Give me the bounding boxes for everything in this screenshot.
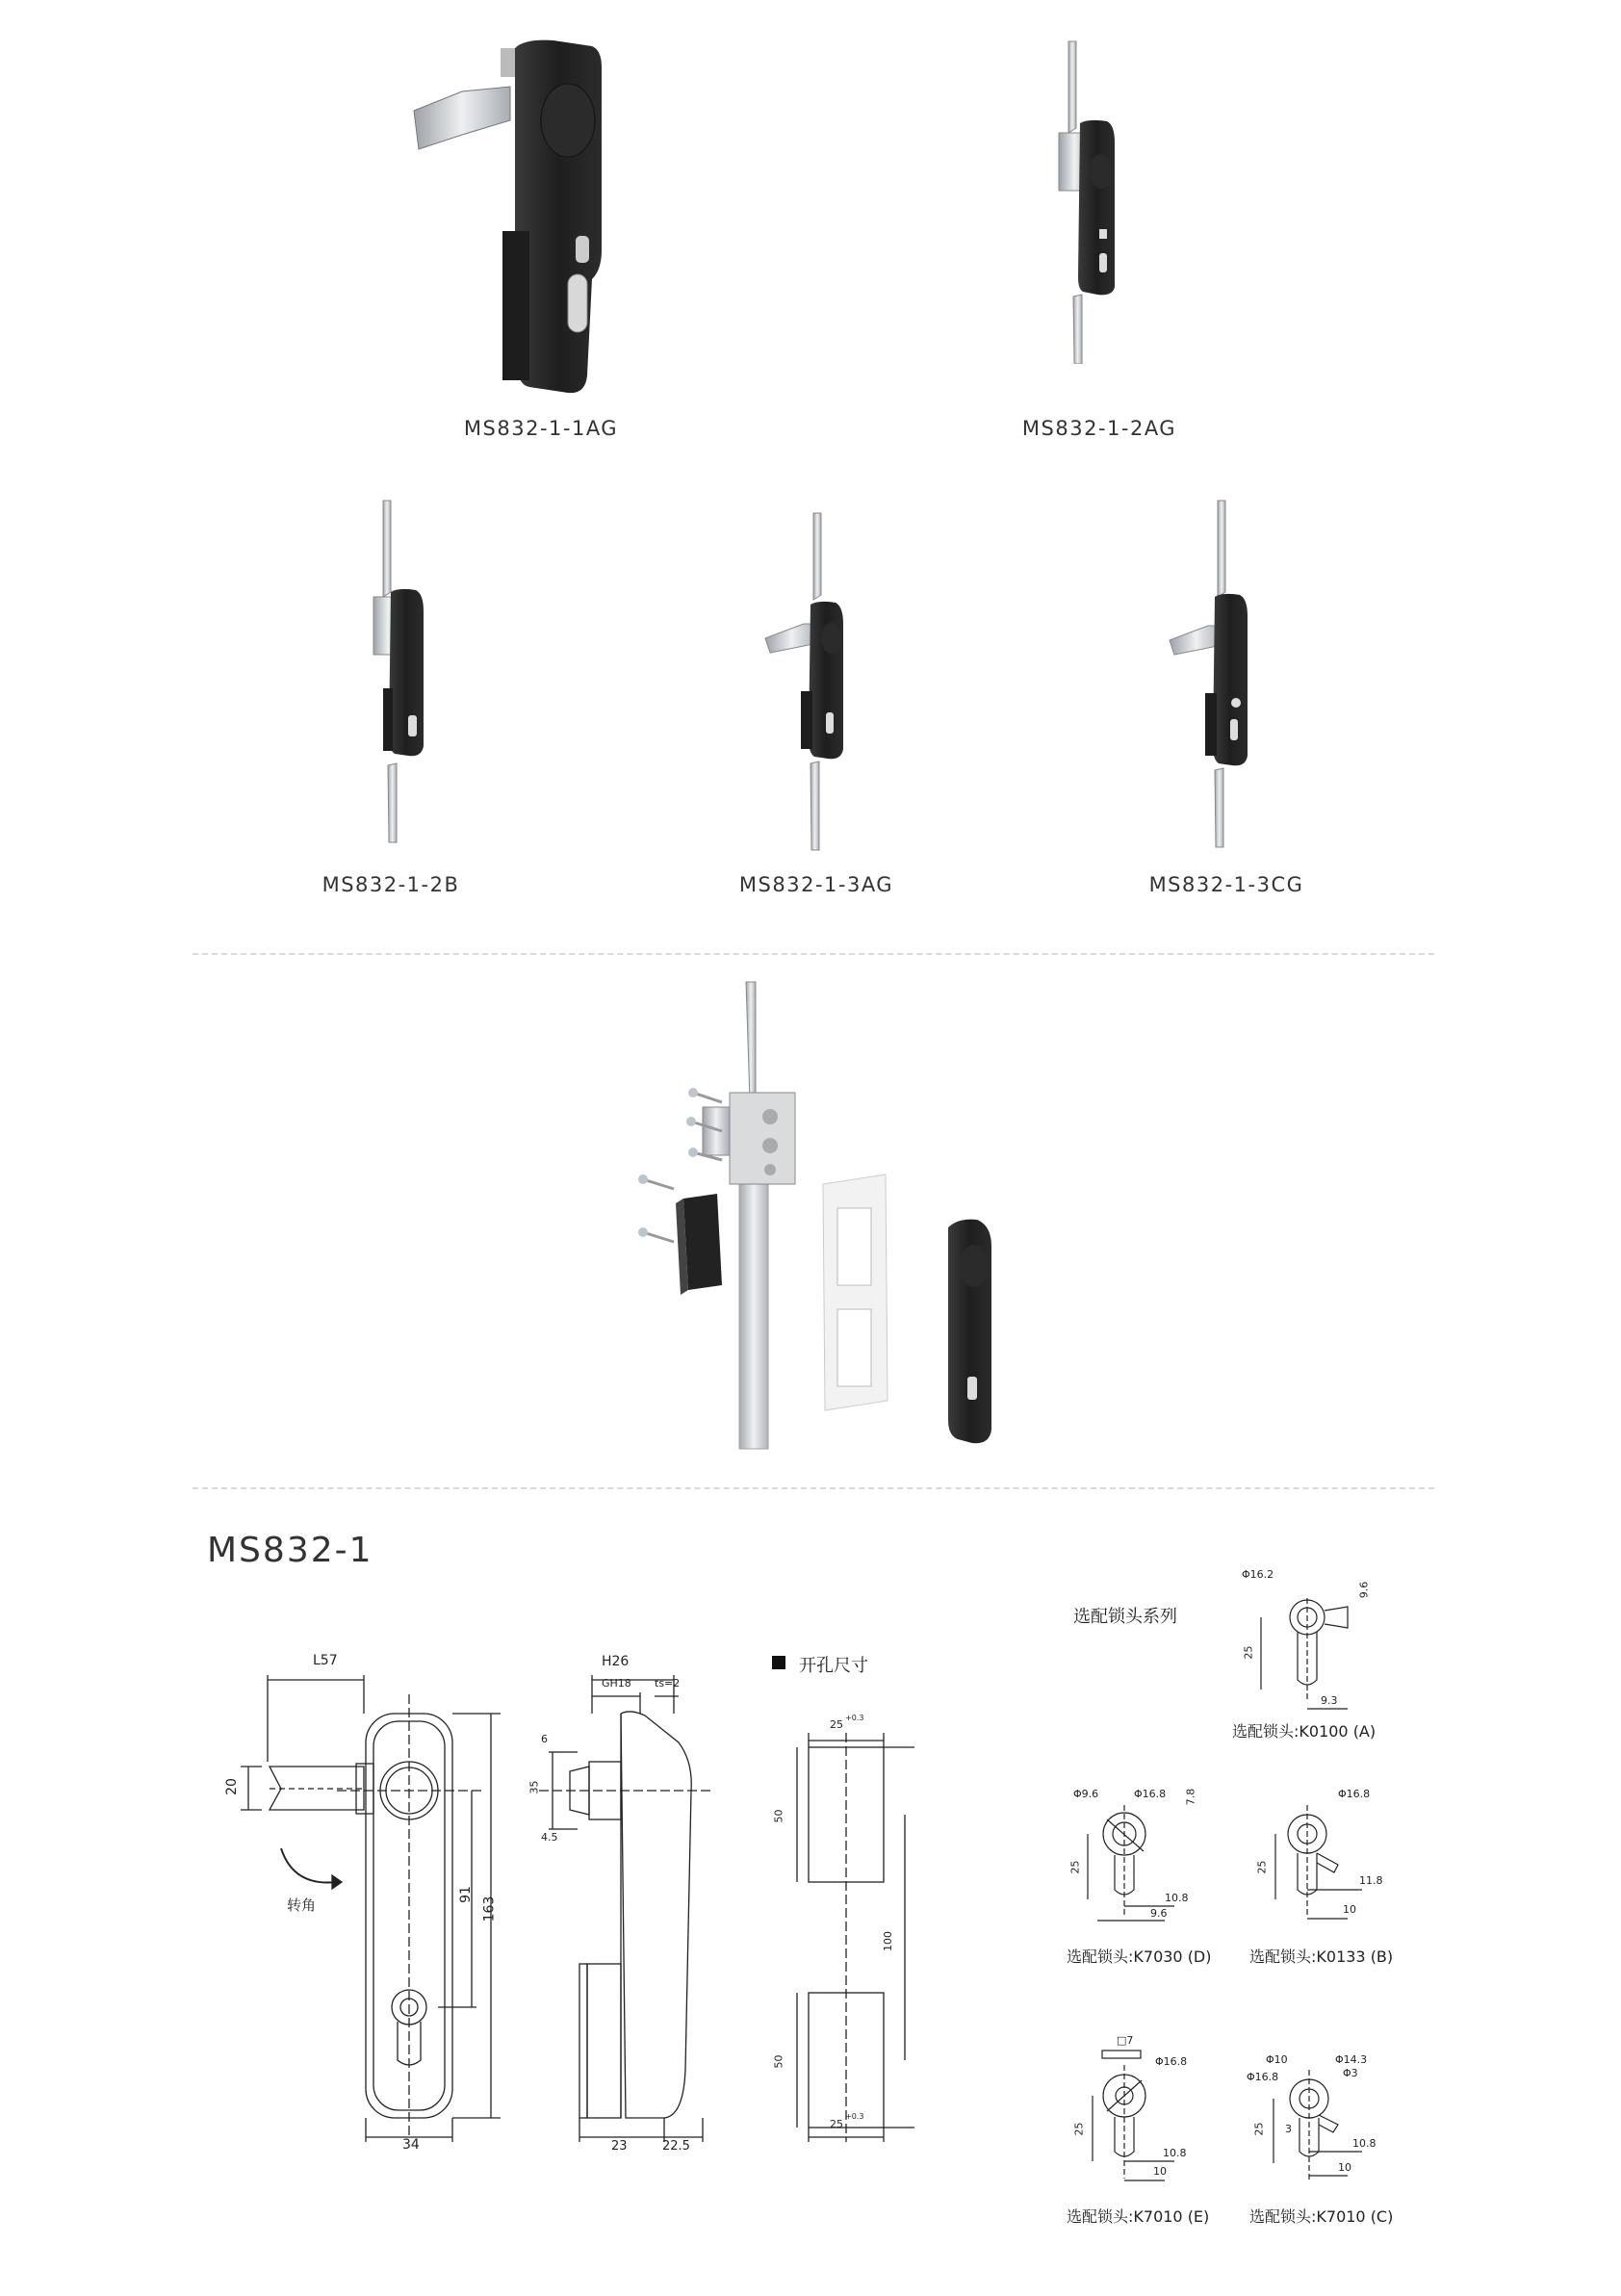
drawing-title: MS832-1 <box>207 1531 373 1570</box>
dim-label: Φ16.8 <box>1134 1788 1167 1800</box>
dim-label: 7.8 <box>1184 1788 1197 1806</box>
dim-label: 25 <box>1068 1860 1082 1874</box>
front-view-drawing <box>202 1653 520 2156</box>
cut-gap: 100 <box>882 1931 894 1951</box>
dim-label: Φ3 <box>1343 2067 1358 2079</box>
dim-label: 11.8 <box>1359 1874 1383 1887</box>
section-divider <box>193 1487 1434 1489</box>
lock-option-label: 选配锁头:K7010 (E) <box>1067 2207 1210 2226</box>
lock-option-label: 选配锁头:K7010 (C) <box>1249 2207 1394 2226</box>
product-caption-4: MS832-1-3AG <box>738 873 894 896</box>
dim-l57: L57 <box>313 1653 338 1668</box>
product-caption-1: MS832-1-1AG <box>463 417 619 440</box>
dim-label: 10 <box>1343 1903 1356 1916</box>
cutout-drawing <box>770 1656 963 2156</box>
cutout-heading: 开孔尺寸 <box>799 1656 868 1676</box>
product-image-3 <box>364 496 450 847</box>
side-view-drawing <box>520 1656 732 2156</box>
lock-option-label: 选配锁头:K0100 (A) <box>1232 1722 1377 1741</box>
dim-label: 3 <box>1285 2123 1292 2135</box>
dim-label: 10 <box>1338 2161 1351 2174</box>
cut-height-2: 50 <box>772 2054 785 2069</box>
dim-label: Φ9.6 <box>1073 1788 1099 1800</box>
dim-6: 6 <box>541 1733 548 1745</box>
product-image-5 <box>1165 496 1280 852</box>
dim-label: 10 <box>1153 2165 1167 2178</box>
product-caption-5: MS832-1-3CG <box>1148 873 1304 896</box>
dim-h26: H26 <box>602 1654 630 1669</box>
dim-label: 25 <box>1255 1860 1269 1874</box>
dim-91: 91 <box>457 1886 474 1903</box>
dim-label: 9.3 <box>1321 1694 1338 1707</box>
dim-22-5: 22.5 <box>662 2139 690 2154</box>
cut-width-bottom: 25 <box>830 2118 843 2130</box>
lock-option-label: 选配锁头:K7030 (D) <box>1067 1948 1212 1966</box>
product-image-2 <box>1040 37 1145 364</box>
dim-34: 34 <box>402 2137 420 2153</box>
dim-label: Φ10 <box>1266 2053 1288 2066</box>
dim-label: 25 <box>1252 2122 1266 2136</box>
product-caption-3: MS832-1-2B <box>322 873 460 896</box>
dim-label: Φ16.2 <box>1242 1568 1274 1581</box>
lock-option-k7030 <box>1068 1786 1222 1940</box>
dim-23: 23 <box>611 2139 628 2154</box>
cut-tol-top: +0.3 <box>845 1714 864 1722</box>
dim-label: □7 <box>1117 2034 1134 2047</box>
dim-label: 25 <box>1072 2122 1086 2136</box>
cut-tol-bottom: +0.3 <box>845 2112 864 2121</box>
dim-label: Φ16.8 <box>1155 2055 1188 2068</box>
dim-label: 10.8 <box>1352 2137 1377 2150</box>
dim-label: 9.6 <box>1150 1907 1168 1920</box>
product-caption-2: MS832-1-2AG <box>1021 417 1177 440</box>
dim-label: Φ16.8 <box>1338 1788 1371 1800</box>
dim-label: 9.6 <box>1357 1581 1371 1599</box>
dim-label: 25 <box>1242 1645 1255 1660</box>
lock-option-k7010-e <box>1068 2036 1222 2200</box>
exploded-view-image <box>626 977 1030 1458</box>
lock-option-k0100 <box>1232 1564 1386 1728</box>
dim-label: 10.8 <box>1165 1892 1189 1904</box>
dim-label: 10.8 <box>1163 2147 1187 2159</box>
dim-163: 163 <box>481 1896 498 1922</box>
dim-20: 20 <box>223 1778 240 1795</box>
cut-height-1: 50 <box>772 1809 785 1823</box>
section-divider <box>193 953 1434 955</box>
dim-label: Φ14.3 <box>1335 2053 1368 2066</box>
lock-option-k7010-c <box>1247 2055 1410 2200</box>
product-image-4 <box>760 508 876 855</box>
lock-options-title: 选配锁头系列 <box>1073 1607 1177 1627</box>
dim-35: 35 <box>527 1780 541 1794</box>
dim-label: Φ16.8 <box>1247 2071 1279 2083</box>
cut-width-top: 25 <box>830 1718 843 1731</box>
product-image-1 <box>395 29 616 404</box>
dim-gh18: GH18 <box>602 1677 631 1690</box>
dim-ts2: ts=2 <box>655 1677 681 1690</box>
lock-option-label: 选配锁头:K0133 (B) <box>1249 1948 1394 1966</box>
rotation-label: 转角 <box>287 1896 317 1914</box>
square-bullet-icon <box>772 1656 785 1669</box>
lock-option-k0133 <box>1251 1786 1405 1940</box>
dim-4-5: 4.5 <box>541 1831 558 1844</box>
